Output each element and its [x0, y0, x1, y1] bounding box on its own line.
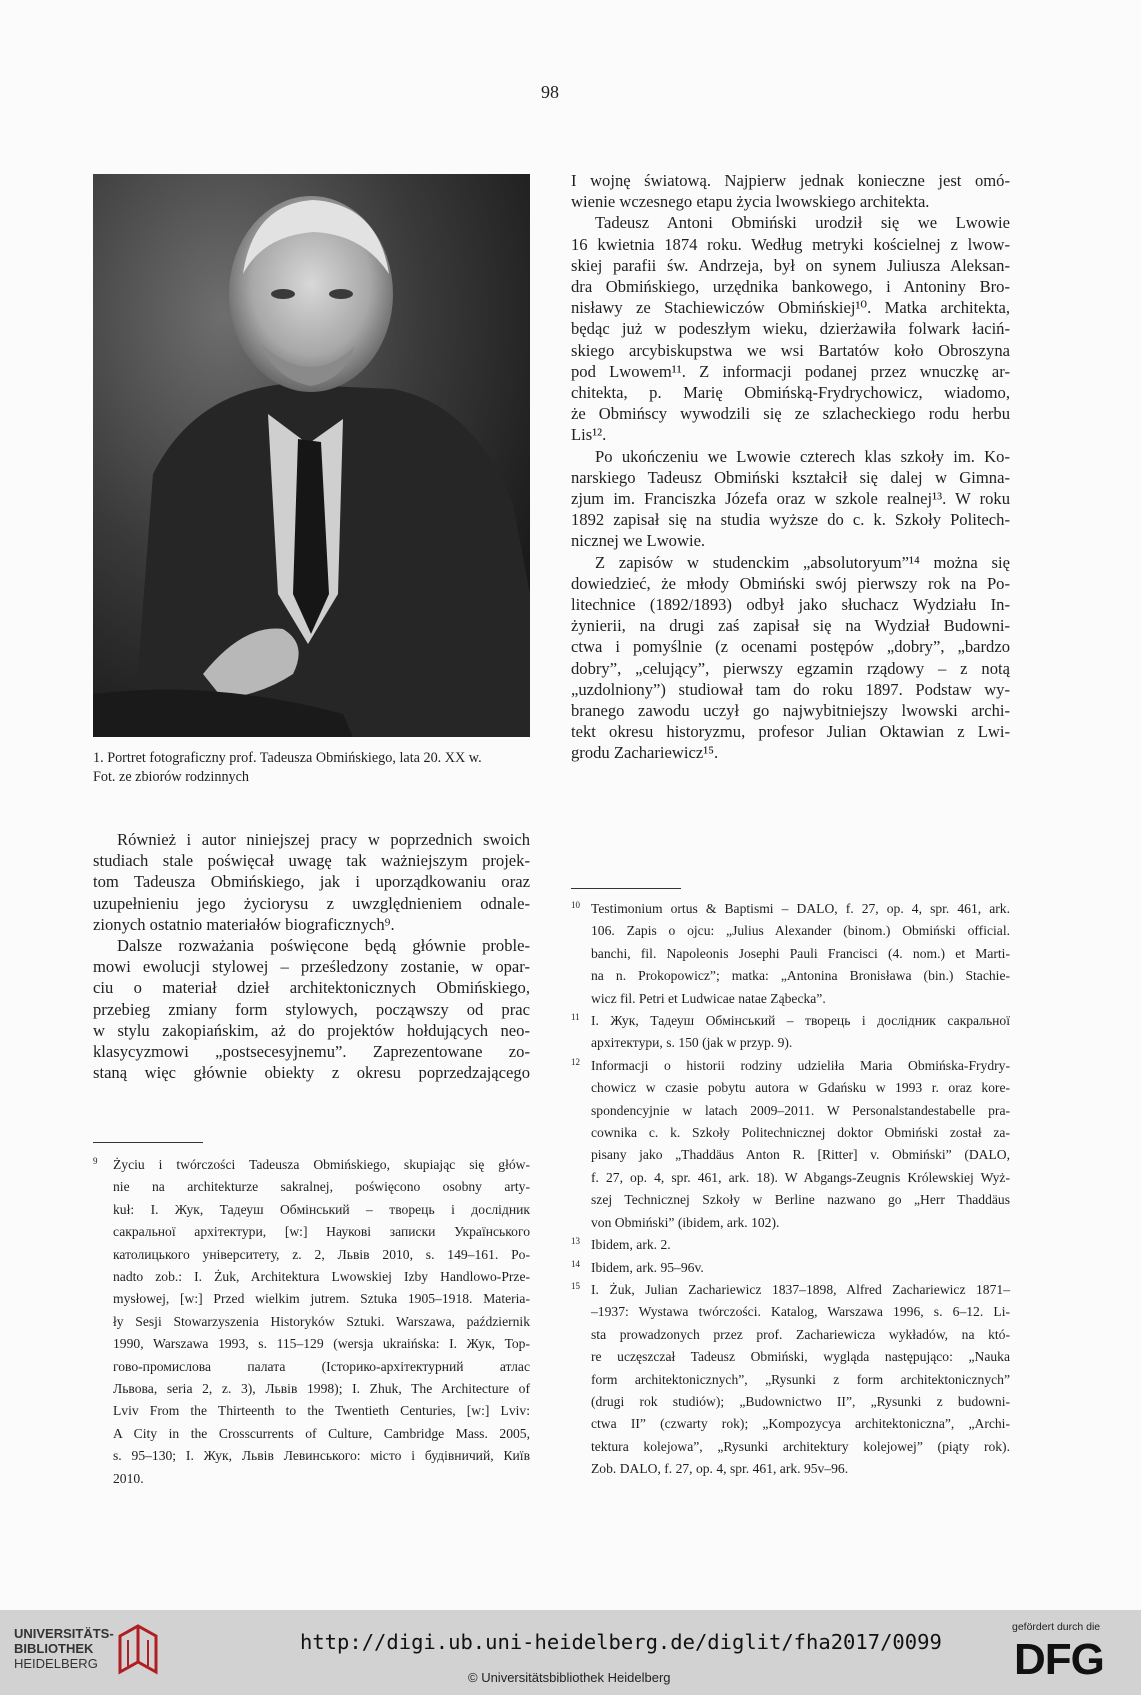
text-line: w stylu zakopiańskim, aż do projektów hołdujących neo-: [93, 1020, 530, 1040]
text-line: przebieg zmiany form stylowych, począwszy od prac: [93, 999, 530, 1019]
library-name-line: UNIVERSITÄTS-: [14, 1626, 114, 1641]
portrait-image: [93, 174, 530, 737]
text-line: „uzdolniony”) studiował tam do roku 1897. Podstaw wy-: [571, 679, 1010, 699]
text-line: Lis¹².: [571, 425, 607, 445]
footnote-line: A City in the Crosscurrents of Culture, Cambridge Mass. 2005,: [113, 1425, 530, 1441]
footnote: [571, 898, 1010, 1010]
footnote-number: 13: [571, 1236, 580, 1247]
text-line: zjum im. Franciszka Józefa oraz w szkole realnej¹³. W roku: [571, 489, 1010, 509]
caption-line: 1. Portret fotograficzny prof. Tadeusza Obmińskiego, lata 20. XX w.: [93, 750, 482, 766]
footnote-line: ctwa II” (czwarty rok); „Kompozycya architektoniczna”, „Archi-: [591, 1416, 1010, 1432]
text-line: będąc już w podeszłym wieku, dzierżawiła folwark łaciń-: [571, 319, 1010, 339]
footnote-line: I. Żuk, Julian Zachariewicz 1837–1898, Alfred Zachariewicz 1871–: [591, 1281, 1010, 1297]
text-line: ciu o materiał dzieł architektonicznych Obmińskiego,: [93, 978, 530, 998]
text-line: chitekta, p. Marię Obmińską-Frydrychowicz, wiadomo,: [571, 383, 1010, 403]
text-line: skiej parafii św. Andrzeja, był on synem Juliusza Aleksan-: [571, 255, 1010, 275]
text-line: studiach stale poświęcał uwagę tak ważniejszym projek-: [93, 851, 530, 871]
footnote-line: –1937: Wystawa twórczości. Katalog, Warszawa 1996, s. 6–12. Li-: [591, 1304, 1010, 1320]
text-line: mowi ewolucji stylowej – prześledzony zostanie, w opar-: [93, 957, 530, 977]
text-line: Również i autor niniejszej pracy w poprzednich swoich: [117, 830, 530, 849]
footnote-line: kuł: I. Жук, Тадеуш Обмінський – творець і дослідник: [113, 1201, 530, 1217]
footnote-line: tektura kolejowa”, „Rysunki architektury kolejowej” (piąty rok).: [591, 1438, 1010, 1454]
text-line: wienie wczesnego etapu życia lwowskiego architekta.: [571, 192, 930, 212]
footnote-line: re uczęszczał Tadeusz Obmiński, wygląda następująco: „Nauka: [591, 1349, 1010, 1365]
text-line: Dalsze rozważania poświęcone będą głównie proble-: [117, 936, 530, 956]
footnote-line: s. 95–130; I. Жук, Львів Левинського: місто і будівничий, Київ: [113, 1448, 530, 1464]
portrait-photo: [93, 174, 530, 737]
text-line: litechnice (1892/1893) odbył jako słuchacz Wydziału In-: [571, 595, 1010, 615]
footnote-line: (drugi rok studiów); „Budownictwo II”, „Rysunki z budowni-: [591, 1393, 1010, 1409]
digitization-footer: [0, 1610, 1141, 1695]
footnote-line: mysłowej, [w:] Przed wielkim jutrem. Sztuka 1905–1918. Materia-: [113, 1291, 530, 1307]
footnote-number: 10: [571, 900, 580, 910]
library-logo[interactable]: [14, 1626, 114, 1671]
footnote-line: f. 27, op. 4, spr. 461, ark. 18). W Abgangs-Zeugnis Królewskiej Wyż-: [591, 1169, 1010, 1185]
footnote-line: сакральної архітектури, [w:] Наукові записки Українського: [113, 1224, 530, 1240]
caption-line: Fot. ze zbiorów rodzinnych: [93, 769, 250, 785]
footnote-line: form architektonicznych”, „Rysunki z form architektonicznych”: [591, 1371, 1010, 1387]
footnote-line: 1990, Warszawa 1993, s. 115–129 (wersja ukraińska: I. Жук, Тор-: [113, 1336, 530, 1352]
footnote: [571, 1279, 1010, 1481]
footnote-number: 11: [571, 1012, 580, 1023]
text-line: dowiedzieć, że młody Obmiński swój pierwszy rok na Po-: [571, 573, 1010, 593]
copyright-notice: © Universitätsbibliothek Heidelberg: [468, 1670, 671, 1685]
footnote-line: Ibidem, ark. 2.: [591, 1237, 671, 1253]
text-line: zionych ostatnio materiałów biograficznych⁹.: [93, 914, 395, 934]
footnote-line: Lviv From the Thirteenth to the Twentieth Centuries, [w:] Lviv:: [113, 1403, 530, 1419]
text-line: pod Lwowem¹¹. Z informacji podanej przez wnuczkę ar-: [571, 361, 1010, 381]
text-line: 1892 zapisał się na studia wyższe do c. k. Szkoły Politech-: [571, 510, 1010, 530]
footnote-line: nadto zob.: I. Żuk, Architektura Lwowskiej Izby Handlowo-Prze-: [113, 1269, 530, 1285]
text-line: uzupełnieniu jego życiorysu z uwzględnieniem odnale-: [93, 893, 530, 913]
footnote-line: wicz fil. Petri et Ludwicae natae Ząbecka”.: [591, 990, 826, 1006]
footnote-line: I. Жук, Тадеуш Обмінський – творець і дослідник сакральної: [591, 1013, 1010, 1029]
text-line: staną więc głównie obiekty z okresu poprzedzającego: [93, 1063, 530, 1083]
footnote-line: Informacji o historii rodziny udzieliła Maria Obmińska-Frydry-: [591, 1057, 1010, 1073]
footnote-number: 15: [571, 1280, 580, 1291]
footnote: [93, 1154, 530, 1490]
text-line: żynierii, na drugi zaś zapisał się na Wydział Budowni-: [571, 616, 1010, 636]
text-line: ctwa i pomyślnie (z ocenami postępów „dobry”, „bardzo: [571, 637, 1010, 657]
footnote-line: 106. Zapis o ojcu: „Julius Alexander (binom.) Obmiński official.: [591, 923, 1010, 939]
footnote: [571, 1010, 1010, 1055]
right-footnotes: [571, 898, 1010, 1481]
text-line: tekt okresu historyzmu, profesor Julian Oktawian z Lwi-: [571, 722, 1010, 742]
footnote: [571, 1234, 1010, 1256]
text-line: Po ukończeniu we Lwowie czterech klas szkoły im. Ko-: [595, 446, 1010, 466]
left-body-text: [93, 829, 530, 1083]
footnote-number: 9: [93, 1156, 98, 1166]
footnote-line: von Obmiński” (ibidem, ark. 102).: [591, 1214, 780, 1230]
text-line: grodu Zachariewicz¹⁵.: [571, 743, 719, 763]
page-number: 98: [541, 82, 559, 102]
footnote-line: Testimonium ortus & Baptismi – DALO, f. 27, op. 4, spr. 461, ark.: [591, 901, 1010, 916]
footnote-line: Zob. DALO, f. 27, op. 4, spr. 461, ark. 95v–96.: [591, 1461, 849, 1477]
text-line: że Obmińscy wywodzili się ze szlacheckiego rodu herbu: [571, 404, 1010, 424]
text-line: dra Obmińskiego, urzędnika bankowego, i Antoniny Bro-: [571, 277, 1010, 297]
footnote-line: na n. Prokopowicz”; matka: „Antonina Bronisława (bin.) Stachie-: [591, 968, 1010, 984]
footnote-line: Львова, seria 2, z. 3), Львів 1998); I. Zhuk, The Architecture of: [113, 1381, 530, 1397]
text-line: nisławy ze Stachiewiczów Obmińskiej¹⁰. Matka architekta,: [571, 298, 1010, 318]
right-body-text: [571, 170, 1010, 764]
footnote-divider: [93, 1142, 203, 1143]
footnote-line: ły Sesji Stowarzyszenia Historyków Sztuki. Warszawa, październik: [113, 1313, 530, 1329]
text-line: narskiego Tadeusz Obmiński kształcił się dalej w Gimna-: [571, 467, 1010, 487]
footnote-line: chowicz w czasie pobytu autora w Gdańsku w 1993 r. oraz kore-: [591, 1080, 1010, 1096]
footnote-line: sta prowadzonych przez prof. Zachariewicza wykładów, na któ-: [591, 1326, 1010, 1342]
footnote-line: Ibidem, ark. 95–96v.: [591, 1259, 704, 1275]
library-name-line: HEIDELBERG: [14, 1656, 98, 1671]
footnote-line: spondencyjnie w latach 2009–2011. W Personalstandestabelle pra-: [591, 1102, 1010, 1118]
footnote-line: 2010.: [113, 1470, 144, 1486]
footnote: [571, 1055, 1010, 1234]
footnote-divider: [571, 888, 681, 889]
footnote: [571, 1257, 1010, 1279]
left-footnotes: [93, 1154, 530, 1490]
text-line: branego zawodu uczył go najwybitniejszy lwowski archi-: [571, 701, 1010, 721]
footnote-line: архітектури, s. 150 (jak w przyp. 9).: [591, 1035, 793, 1051]
footnote-line: cownika c. k. Szkoły Politechnicznej doktor Obmiński został za-: [591, 1125, 1010, 1141]
footnote-line: гово-промислова палата (Історико-архітектурний атлас: [113, 1358, 530, 1374]
footnote-line: католицького університету, z. 2, Львів 2010, s. 149–161. Po-: [113, 1246, 530, 1262]
library-emblem-icon: [116, 1622, 160, 1678]
footnote-line: nie na architekturze sakralnej, poświęcono osobny arty-: [113, 1179, 530, 1195]
dfg-logo[interactable]: DFG: [1014, 1635, 1104, 1684]
text-line: 16 kwietnia 1874 roku. Według metryki kościelnej z lwow-: [571, 234, 1010, 254]
text-line: Z zapisów w studenckim „absolutoryum”¹⁴ można się: [595, 552, 1010, 572]
figure-caption: [93, 749, 533, 787]
text-line: nicznej we Lwowie.: [571, 531, 706, 551]
text-line: skiego arcybiskupstwa we wsi Bartatów koło Obroszyna: [571, 340, 1010, 360]
footnote-number: 12: [571, 1056, 580, 1067]
footnote-line: pisany jako „Thaddäus Anton R. [Ritter] v. Obmiński” (DALO,: [591, 1147, 1010, 1163]
permalink-url[interactable]: http://digi.ub.uni-heidelberg.de/diglit/fha2017/0099: [300, 1630, 942, 1654]
text-line: I wojnę światową. Najpierw jednak konieczne jest omó-: [571, 171, 1010, 190]
text-line: klasycyzmowi „postsecesyjnemu”. Zaprezentowane zo-: [93, 1042, 530, 1062]
text-line: tom Tadeusza Obmińskiego, jak i uporządkowaniu oraz: [93, 872, 530, 892]
footnote-number: 14: [571, 1258, 580, 1269]
text-line: dobry”, „celujący”, pierwszy egzamin rządowy – z notą: [571, 658, 1010, 678]
footnote-line: Życiu i twórczości Tadeusza Obmińskiego, skupiając się głów-: [113, 1157, 530, 1172]
footnote-line: szej Technicznej Szkoły w Berline nazwano go „Herr Thaddäus: [591, 1192, 1010, 1208]
footnote-line: banchi, fil. Napoleonis Josephi Pauli Francisci (4. nom.) et Marti-: [591, 945, 1010, 961]
library-name-line: BIBLIOTHEK: [14, 1641, 94, 1656]
funder-label: gefördert durch die: [1012, 1621, 1101, 1633]
text-line: Tadeusz Antoni Obmiński urodził się we Lwowie: [595, 213, 1010, 233]
